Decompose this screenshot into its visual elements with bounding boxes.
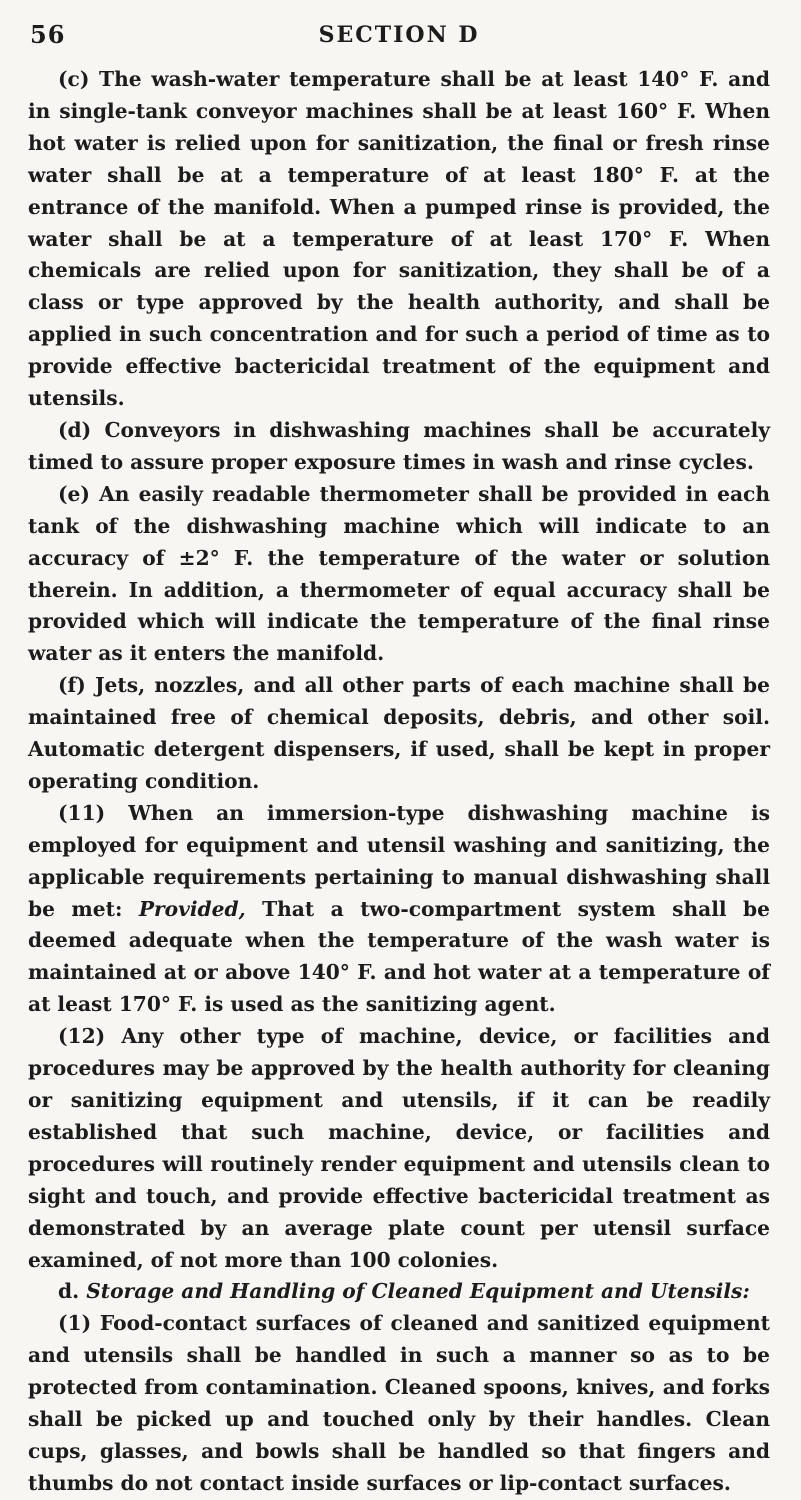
paragraph-d: (d) Conveyors in dishwashing machines shall be accurately timed to assure proper exposure times in wash and rinse cycles. [28, 417, 770, 474]
subsection-d-title: Storage and Handling of Cleaned Equipment and Utensils: [86, 1279, 750, 1304]
page-number: 56 [30, 20, 66, 49]
paragraph-11-start: (11) When an immersion-type dishwashing machine is employed for equipment and utensil washing and sanitizing, the applicable requirements pertaining to manual dishwashing shall be met: [28, 800, 770, 921]
paragraph-f: (f) Jets, nozzles, and all other parts of each machine shall be maintained free of chemical deposits, debris, and other soil. Automatic detergent dispensers, if used, shall be kept in proper operating condition. [28, 673, 770, 793]
paragraph-12: (12) Any other type of machine, device, or facilities and procedures may be approved by the health authority for cleaning or sanitizing equipment and utensils, if it can be readily established that such machine, device, or facilities and procedures will routinely render equipment and utensils clean to sight and touch, and provide effective bactericidal treatment as demonstrated by an average plate count per utensil surface examined, of not more than 100 colonies. [28, 1024, 770, 1272]
document-page [28, 16, 770, 1500]
provided-term: Provided, [138, 896, 246, 921]
body-text [28, 64, 770, 1500]
paragraph-11 [28, 798, 770, 1021]
page-header [28, 16, 770, 56]
section-title: SECTION D [318, 22, 480, 48]
paragraph-c: (c) The wash-water temperature shall be at least 140° F. and in single-tank conveyor machines shall be at least 160° F. When hot water is relied upon for sanitization, the final or fresh rinse water shall be at a temperature of at least 180° F. at the entrance of the manifold. When a pumped rinse is provided, the water shall be at a temperature of at least 170° F. When chemicals are relied upon for sanitization, they shall be of a class or type approved by the health authority, and shall be applied in such concentration and for such a period of time as to provide effective bactericidal treatment of the equipment and utensils. [28, 67, 770, 411]
paragraph-1: (1) Food-contact surfaces of cleaned and sanitized equipment and utensils shall be handled in such a manner so as to be protected from contamination. Cleaned spoons, knives, and forks shall be picked up and touched only by their handles. Clean cups, glasses, and bowls shall be handled so that fingers and thumbs do not contact inside surfaces or lip-contact surfaces. [28, 1311, 770, 1495]
subsection-d-heading [28, 1276, 770, 1308]
paragraph-11-end: That a two-compartment system shall be deemed adequate when the temperature of the wash water is maintained at or above 140° F. and hot water at a temperature of at least 170° F. is used as the sanitizing agent. [28, 896, 770, 1017]
subsection-d-label: d. [58, 1279, 80, 1304]
paragraph-e: (e) An easily readable thermometer shall be provided in each tank of the dishwashing machine which will indicate to an accuracy of ±2° F. the temperature of the water or solution therein. In addition, a thermometer of equal accuracy shall be provided which will indicate the temperature of the final rinse water as it enters the manifold. [28, 481, 770, 666]
